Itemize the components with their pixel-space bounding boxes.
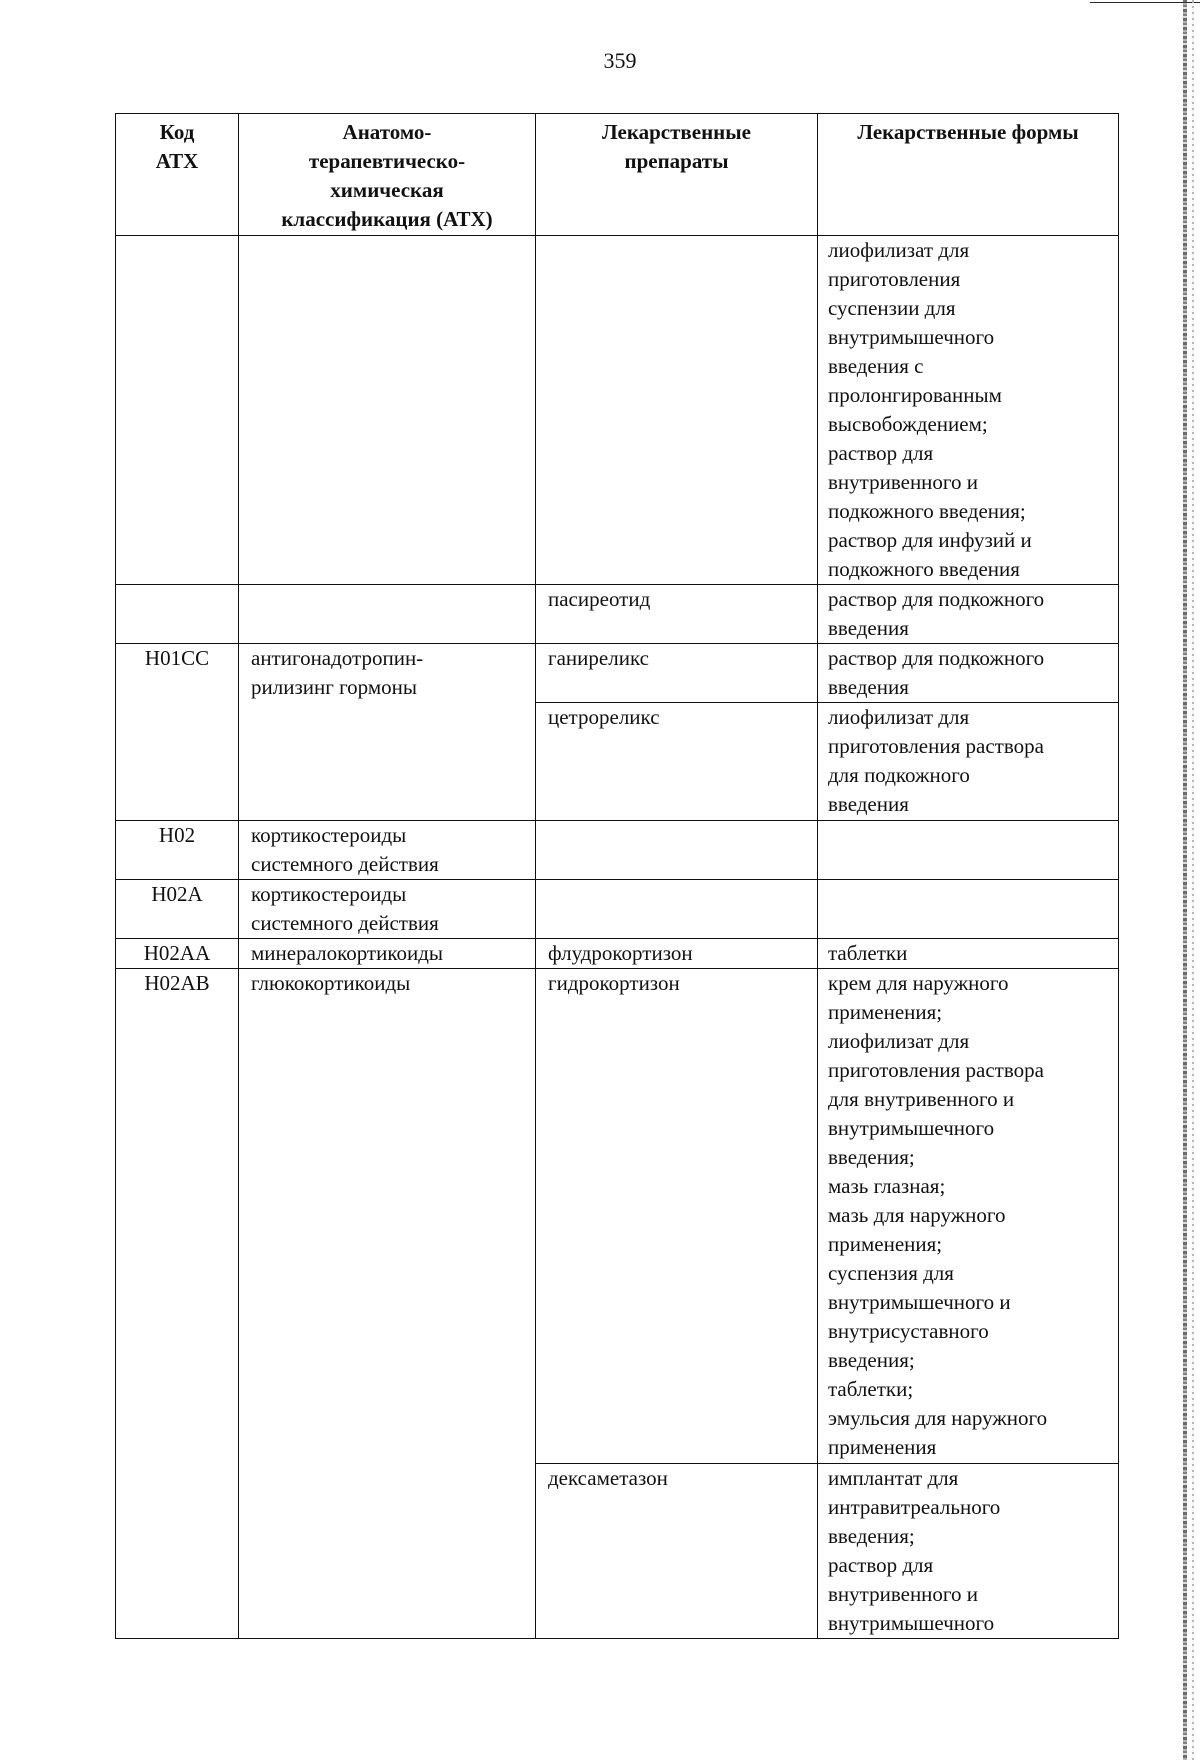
classification-cell: [239, 644, 536, 821]
table-row: [116, 821, 1119, 880]
classification-text: кортикостероиды системного действия: [251, 823, 439, 876]
classification-text: глюкокортикоиды: [251, 971, 411, 995]
header-code-label: Код АТХ: [155, 120, 199, 173]
drug-cell: [536, 821, 818, 880]
code-cell: [116, 880, 239, 939]
atx-table: [115, 113, 1119, 1639]
code-text: H02A: [151, 882, 203, 906]
drug-text: гидрокортизон: [548, 971, 680, 995]
forms-text: лиофилизат для приготовления суспензии для внутримышечного введения с пролонгированным высвобождением; раствор для внутривенного и подкожного введения; раствор для инфузий и подкожного введения: [828, 238, 1032, 581]
scan-edge-right: [1183, 0, 1187, 1760]
scan-edge-right-secondary: [1192, 0, 1194, 1760]
classification-cell: [239, 939, 536, 969]
forms-cell: [818, 585, 1119, 644]
table-row: [116, 585, 1119, 644]
code-text: H02AB: [144, 971, 210, 995]
table-row: [116, 880, 1119, 939]
code-cell: [116, 939, 239, 969]
table-row: [116, 939, 1119, 969]
forms-text: крем для наружного применения; лиофилизат для приготовления раствора для внутривенного и внутримышечного введения; мазь глазная; мазь для наружного применения; суспензия для внутримышечного и внутрисуставного введения; таблетки; эмульсия для наружного применения: [828, 971, 1048, 1459]
code-cell: [116, 585, 239, 644]
forms-cell: [818, 236, 1119, 585]
forms-cell: [818, 644, 1119, 703]
forms-cell: [818, 880, 1119, 939]
forms-text: таблетки: [828, 941, 908, 965]
code-text: H02: [158, 823, 196, 847]
header-code: [116, 114, 239, 236]
table-header-row: [116, 114, 1119, 236]
classification-cell: [239, 821, 536, 880]
forms-text: имплантат для интравитреального введения; раствор для внутривенного и внутримышечного: [828, 1466, 1001, 1635]
page-number: 359: [603, 48, 637, 73]
forms-cell: [818, 1464, 1119, 1639]
classification-cell: [239, 969, 536, 1639]
table-row: [116, 236, 1119, 585]
classification-text: кортикостероиды системного действия: [251, 882, 439, 935]
classification-cell: [239, 585, 536, 644]
code-cell: [116, 644, 239, 821]
code-text: H01CC: [144, 646, 210, 670]
drug-cell: [536, 1464, 818, 1639]
drug-cell: [536, 969, 818, 1464]
forms-cell: [818, 969, 1119, 1464]
classification-cell: [239, 236, 536, 585]
table-row: [116, 644, 1119, 703]
forms-cell: [818, 703, 1119, 821]
drug-cell: [536, 236, 818, 585]
forms-text: раствор для подкожного введения: [828, 587, 1045, 640]
code-cell: [116, 236, 239, 585]
code-cell: [116, 821, 239, 880]
forms-text: лиофилизат для приготовления раствора для подкожного введения: [828, 705, 1044, 816]
code-cell: [116, 969, 239, 1639]
forms-cell: [818, 939, 1119, 969]
drug-text: флудрокортизон: [548, 941, 693, 965]
header-forms: [818, 114, 1119, 236]
drug-cell: [536, 880, 818, 939]
header-drugs: [536, 114, 818, 236]
table-row: [116, 969, 1119, 1464]
code-text: H02AA: [143, 941, 211, 965]
drug-cell: [536, 703, 818, 821]
header-drugs-label: Лекарственные препараты: [602, 120, 751, 173]
drug-cell: [536, 585, 818, 644]
header-classification-label: Анатомо- терапевтическо- химическая классификация (АТХ): [281, 120, 493, 231]
drug-text: ганиреликс: [548, 646, 649, 670]
forms-text: раствор для подкожного введения: [828, 646, 1045, 699]
classification-text: антигонадотропин- рилизинг гормоны: [251, 646, 424, 699]
classification-cell: [239, 880, 536, 939]
header-forms-label: Лекарственные формы: [857, 120, 1079, 144]
drug-text: пасиреотид: [548, 587, 651, 611]
forms-cell: [818, 821, 1119, 880]
drug-cell: [536, 644, 818, 703]
header-classification: [239, 114, 536, 236]
drug-text: цетрореликс: [548, 705, 660, 729]
drug-cell: [536, 939, 818, 969]
drug-text: дексаметазон: [548, 1466, 668, 1490]
classification-text: минералокортикоиды: [251, 941, 444, 965]
